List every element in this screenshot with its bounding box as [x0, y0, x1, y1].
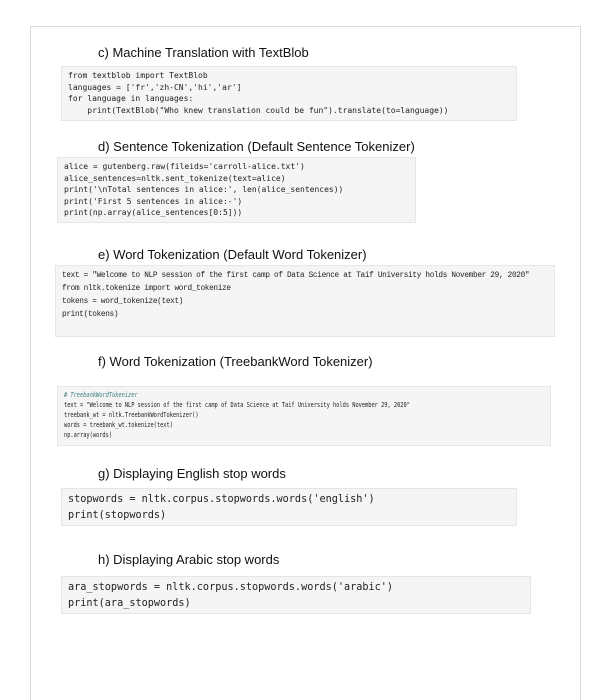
code-line: from nltk.tokenize import word_tokenize [62, 283, 231, 293]
code-line: print('\nTotal sentences in alice:', len(alice_sentences)) [64, 185, 344, 194]
code-block-sentence-tokenization [57, 157, 416, 223]
code-line: print(ara_stopwords) [68, 598, 191, 609]
code-line: words = treebank_wt.tokenize(text) [64, 421, 173, 429]
code-block-machine-translation [61, 66, 517, 121]
code-comment: # TreebankWordTokenizer [64, 391, 138, 399]
section-heading-machine-translation: c) Machine Translation with TextBlob [98, 45, 309, 60]
code-line: text = "Welcome to NLP session of the first camp of Data Science at Taif University holds November 29, 2020" [62, 270, 530, 280]
code-line: print(stopwords) [68, 510, 167, 521]
code-block-word-tokenization-default [55, 265, 555, 337]
code-line: treebank_wt = nltk.TreebankWordTokenizer() [64, 411, 199, 419]
code-line: languages = ['fr','zh-CN','hi','ar'] [68, 82, 242, 92]
code-line: text = "Welcome to NLP session of the first camp of Data Science at Taif University holds November 29, 2020" [64, 401, 410, 409]
code-line: tokens = word_tokenize(text) [62, 296, 184, 306]
code-block-english-stop-words [61, 488, 517, 526]
code-line: print(TextBlob("Who knew translation could be fun").translate(to=language)) [68, 105, 449, 115]
section-heading-treebank-tokenizer: f) Word Tokenization (TreebankWord Tokenizer) [98, 354, 373, 369]
code-line: print('First 5 sentences in alice:-') [64, 196, 243, 206]
section-heading-english-stop-words: g) Displaying English stop words [98, 466, 286, 481]
code-line: print(tokens) [62, 309, 119, 319]
code-line: alice_sentences=nltk.sent_tokenize(text=alice) [64, 173, 286, 183]
code-block-arabic-stop-words [61, 576, 531, 614]
code-line: ara_stopwords = nltk.corpus.stopwords.words('arabic') [68, 582, 394, 593]
section-heading-arabic-stop-words: h) Displaying Arabic stop words [98, 552, 280, 567]
code-line: np.array(words) [64, 431, 113, 439]
section-heading-word-tokenization-default: e) Word Tokenization (Default Word Tokenizer) [98, 247, 367, 262]
code-line: from textblob import TextBlob [68, 71, 208, 80]
code-line: alice = gutenberg.raw(fileids='carroll-alice.txt') [64, 162, 305, 171]
code-line: for language in languages: [68, 94, 194, 103]
code-line: stopwords = nltk.corpus.stopwords.words('english') [68, 494, 375, 505]
section-heading-sentence-tokenization: d) Sentence Tokenization (Default Sentence Tokenizer) [98, 139, 415, 154]
code-line: print(np.array(alice_sentences[0:5])) [64, 208, 243, 217]
code-block-treebank-tokenizer [57, 386, 551, 446]
